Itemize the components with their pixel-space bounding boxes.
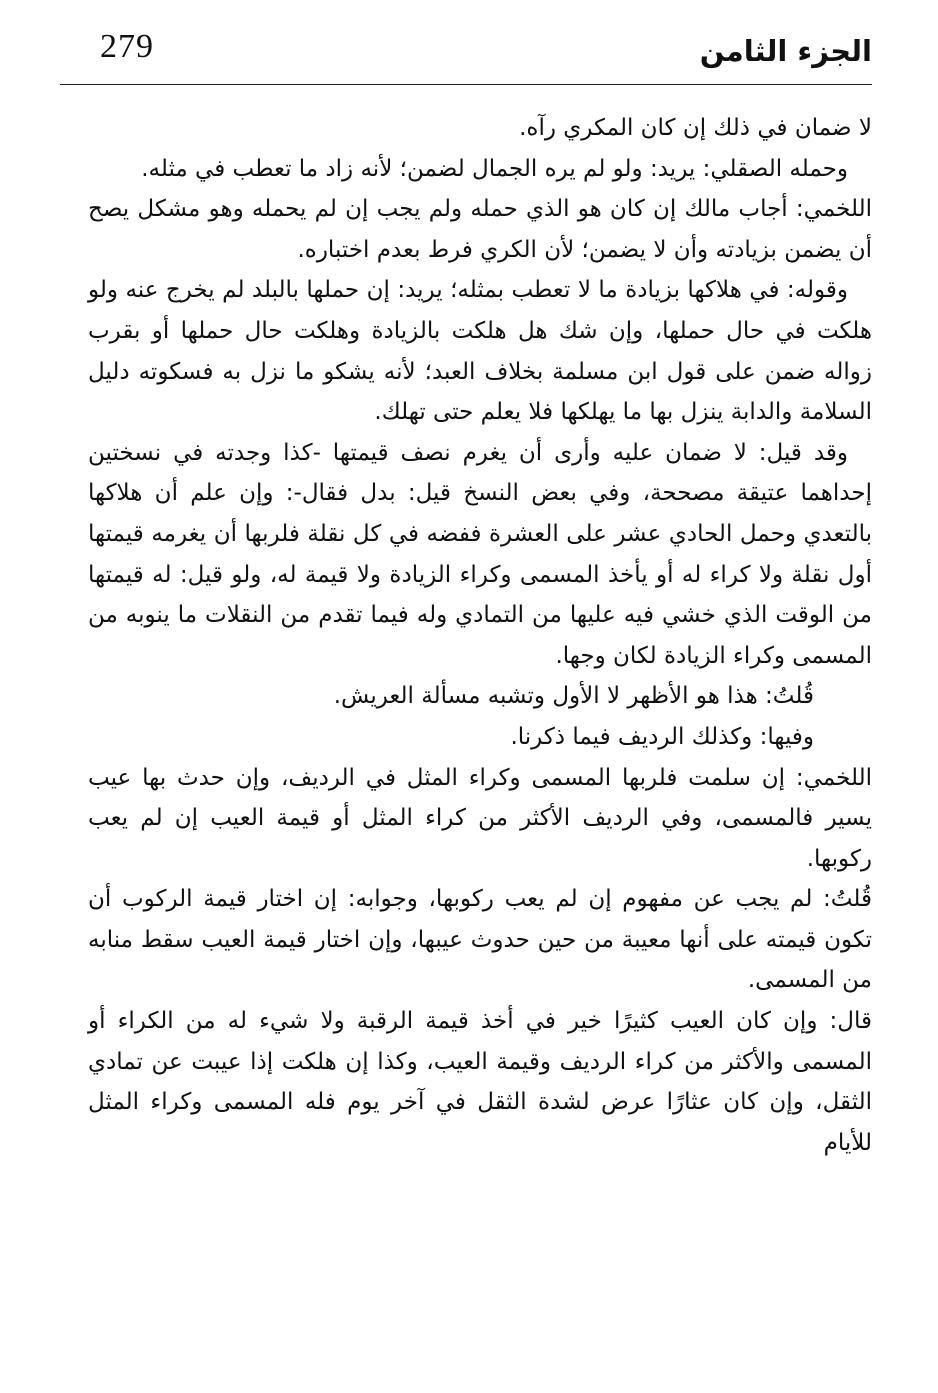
paragraph: وقد قيل: لا ضمان عليه وأرى أن يغرم نصف قيمتها -كذا وجدته في نسختين إحداهما عتيقة مصححة، وفي بعض النسخ قيل: بدل فقال-: وإن علم أن هلاكها بالتعدي وحمل الحادي عشر على العشرة ففضه في كل نقلة فلربها أن يغرمه قيمتها أول نقلة ولا كراء له أو يأخذ المسمى وكراء الزيادة ولا قيمة له، ولو قيل: له قيمتها من الوقت الذي خشي فيه عليها من التمادي وله فيما تقدم من النقلات ما ينوبه من المسمى وكراء الزيادة لكان وجها. xyxy=(88,439,872,669)
paragraph: وفيها: وكذلك الرديف فيما ذكرنا. xyxy=(510,723,814,750)
paragraph: اللخمي: إن سلمت فلربها المسمى وكراء المثل في الرديف، وإن حدث بها عيب يسير فالمسمى، وفي الرديف الأكثر من كراء المثل أو قيمة العيب إن لم يعب ركوبها. xyxy=(88,764,872,872)
paragraph: وحمله الصقلي: يريد: ولو لم يره الجمال لضمن؛ لأنه زاد ما تعطب في مثله. xyxy=(141,155,848,182)
page-number: 279 xyxy=(100,28,154,65)
paragraph: قال: وإن كان العيب كثيرًا خير في أخذ قيمة الرقبة ولا شيء له من الكراء أو المسمى والأكثر من كراء الرديف وقيمة العيب، وكذا إن هلكت إذا عيبت عن تمادي الثقل، وإن كان عثارًا عرض لشدة الثقل في آخر يوم فله المسمى وكراء المثل للأيام xyxy=(88,1008,872,1156)
page-header xyxy=(60,26,872,86)
header-divider xyxy=(60,84,872,85)
paragraph: لا ضمان في ذلك إن كان المكري رآه. xyxy=(519,115,872,141)
paragraph: اللخمي: أجاب مالك إن كان هو الذي حمله ولم يجب إن لم يحمله وهو مشكل يصح أن يضمن بزيادته وأن لا يضمن؛ لأن الكري فرط بعدم اختباره. xyxy=(88,196,872,263)
paragraph: وقوله: في هلاكها بزيادة ما لا تعطب بمثله؛ يريد: إن حملها بالبلد لم يخرج عنه ولو هلكت في حال حملها، وإن شك هل هلكت بالزيادة وهلكت حال حملها أو بقرب زواله ضمن على قول ابن مسلمة بخلاف العبد؛ لأنه يشكو ما نزل به فسكوته دليل السلامة والدابة ينزل بها ما يهلكها فلا يعلم حتى تهلك. xyxy=(88,277,872,426)
running-title: الجزء الثامن xyxy=(699,34,872,68)
paragraph: قُلتُ: لم يجب عن مفهوم إن لم يعب ركوبها، وجوابه: إن اختار قيمة الركوب أن تكون قيمته على أنها معيبة من حين حدوث عيبها، وإن اختار قيمة العيب سقط منابه من المسمى. xyxy=(88,886,872,994)
body-text xyxy=(88,108,872,1163)
paragraph: قُلتُ: هذا هو الأظهر لا الأول وتشبه مسألة العريش. xyxy=(333,683,814,710)
